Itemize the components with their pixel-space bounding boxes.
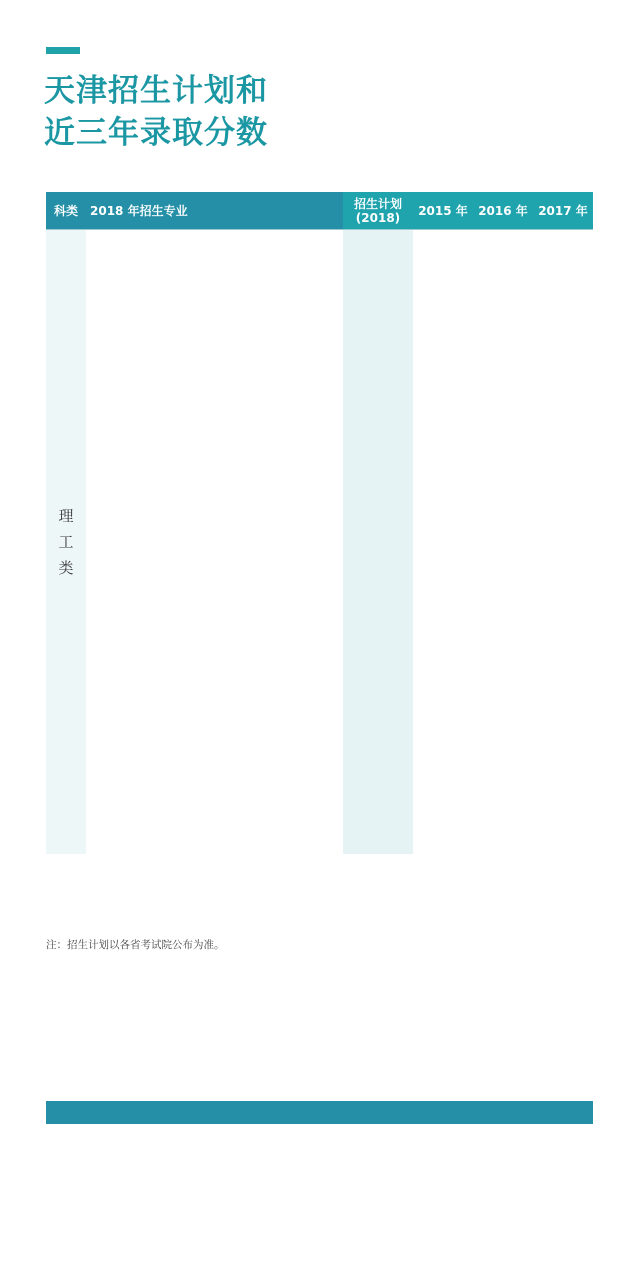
accent-bar — [46, 47, 80, 54]
header-2015: 2015 年 — [418, 203, 468, 218]
category-divider — [46, 229, 593, 230]
plan-column-bg — [343, 229, 413, 854]
title-line-1: 天津招生计划和 — [44, 73, 268, 109]
header-2017: 2017 年 — [538, 203, 588, 218]
table-header — [46, 192, 593, 229]
footnote: 注：招生计划以各省考试院公布为准。 — [46, 939, 225, 951]
header-category: 科类 — [53, 203, 78, 218]
page-title — [44, 70, 268, 154]
score-table-header — [46, 1101, 593, 1124]
title-line-2: 近三年录取分数 — [44, 115, 268, 151]
category-label: 理 工 类 — [58, 506, 74, 577]
enrollment-plan-table — [46, 192, 593, 915]
header-plan: 招生计划 (2018) — [353, 196, 402, 225]
header-major: 2018 年招生专业 — [90, 203, 188, 218]
admission-score-table — [46, 1101, 593, 1256]
header-2016: 2016 年 — [478, 203, 528, 218]
